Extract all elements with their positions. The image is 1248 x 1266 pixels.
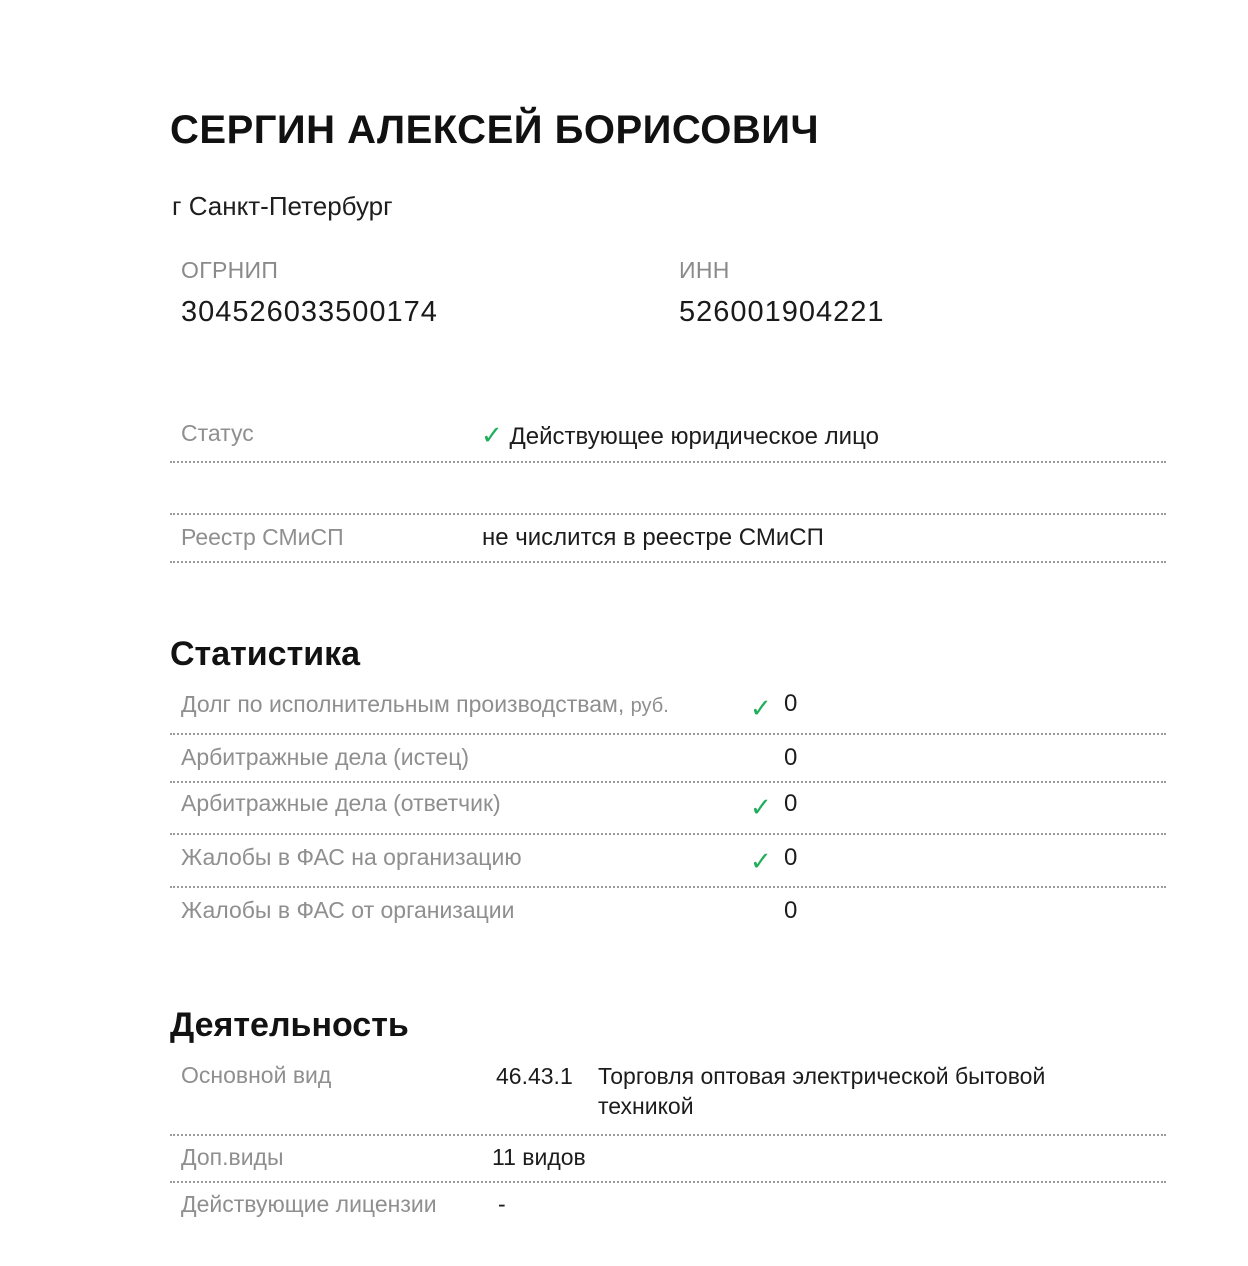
- status-label: Статус: [181, 420, 254, 446]
- stat-row: [170, 835, 1166, 888]
- registry-row: [170, 515, 1166, 563]
- activity-title: Деятельность: [170, 1006, 409, 1044]
- check-icon: ✓: [481, 420, 503, 450]
- license-label: Действующие лицензии: [181, 1191, 437, 1217]
- stat-row: [170, 888, 1166, 936]
- empty-row: [170, 463, 1166, 515]
- ogrnip-block: [181, 257, 438, 329]
- main-activity-row: [170, 1055, 1166, 1136]
- ogrnip-value: 304526033500174: [181, 296, 438, 328]
- inn-label: ИНН: [679, 257, 730, 283]
- company-name: СЕРГИН АЛЕКСЕЙ БОРИСОВИЧ: [170, 108, 820, 152]
- main-activity-desc-line2: техникой: [598, 1093, 694, 1119]
- status-value: [481, 420, 879, 451]
- license-value: -: [498, 1191, 506, 1217]
- stat-value: 0: [784, 897, 798, 924]
- stat-label: Арбитражные дела (ответчик): [181, 790, 501, 816]
- inn-block: [679, 257, 885, 329]
- check-icon: ✓: [750, 792, 772, 822]
- check-icon: ✓: [750, 846, 772, 876]
- main-activity-label: Основной вид: [181, 1062, 332, 1088]
- stat-value: 0: [784, 690, 798, 717]
- extra-activity-label: Доп.виды: [181, 1144, 284, 1170]
- stat-row: [170, 735, 1166, 783]
- stat-label: Жалобы в ФАС от организации: [181, 897, 515, 923]
- inn-value: 526001904221: [679, 296, 885, 328]
- stat-value: 0: [784, 744, 798, 771]
- extra-activity-row: [170, 1136, 1166, 1183]
- stat-label: Арбитражные дела (истец): [181, 744, 470, 770]
- main-activity-desc-line1: Торговля оптовая электрической бытовой: [598, 1063, 1046, 1089]
- company-city: г Санкт-Петербург: [172, 191, 393, 221]
- stat-label: Жалобы в ФАС на организацию: [181, 844, 522, 870]
- stat-label: Долг по исполнительным производствам, руб.: [181, 691, 669, 717]
- license-row: [170, 1183, 1166, 1231]
- stat-row: [170, 685, 1166, 735]
- registry-value: не числится в реестре СМиСП: [482, 524, 824, 551]
- company-card: [170, 0, 1166, 1266]
- ogrnip-label: ОГРНИП: [181, 257, 279, 283]
- statistics-title: Статистика: [170, 635, 361, 673]
- status-row: [170, 410, 1166, 463]
- check-icon: ✓: [750, 693, 772, 723]
- registry-label: Реестр СМиСП: [181, 524, 344, 550]
- stat-row: [170, 783, 1166, 835]
- stat-value: 0: [784, 790, 798, 817]
- status-text: Действующее юридическое лицо: [509, 423, 879, 450]
- extra-activity-value: 11 видов: [492, 1144, 586, 1170]
- main-activity-code: 46.43.1: [496, 1063, 573, 1089]
- stat-value: 0: [784, 844, 798, 871]
